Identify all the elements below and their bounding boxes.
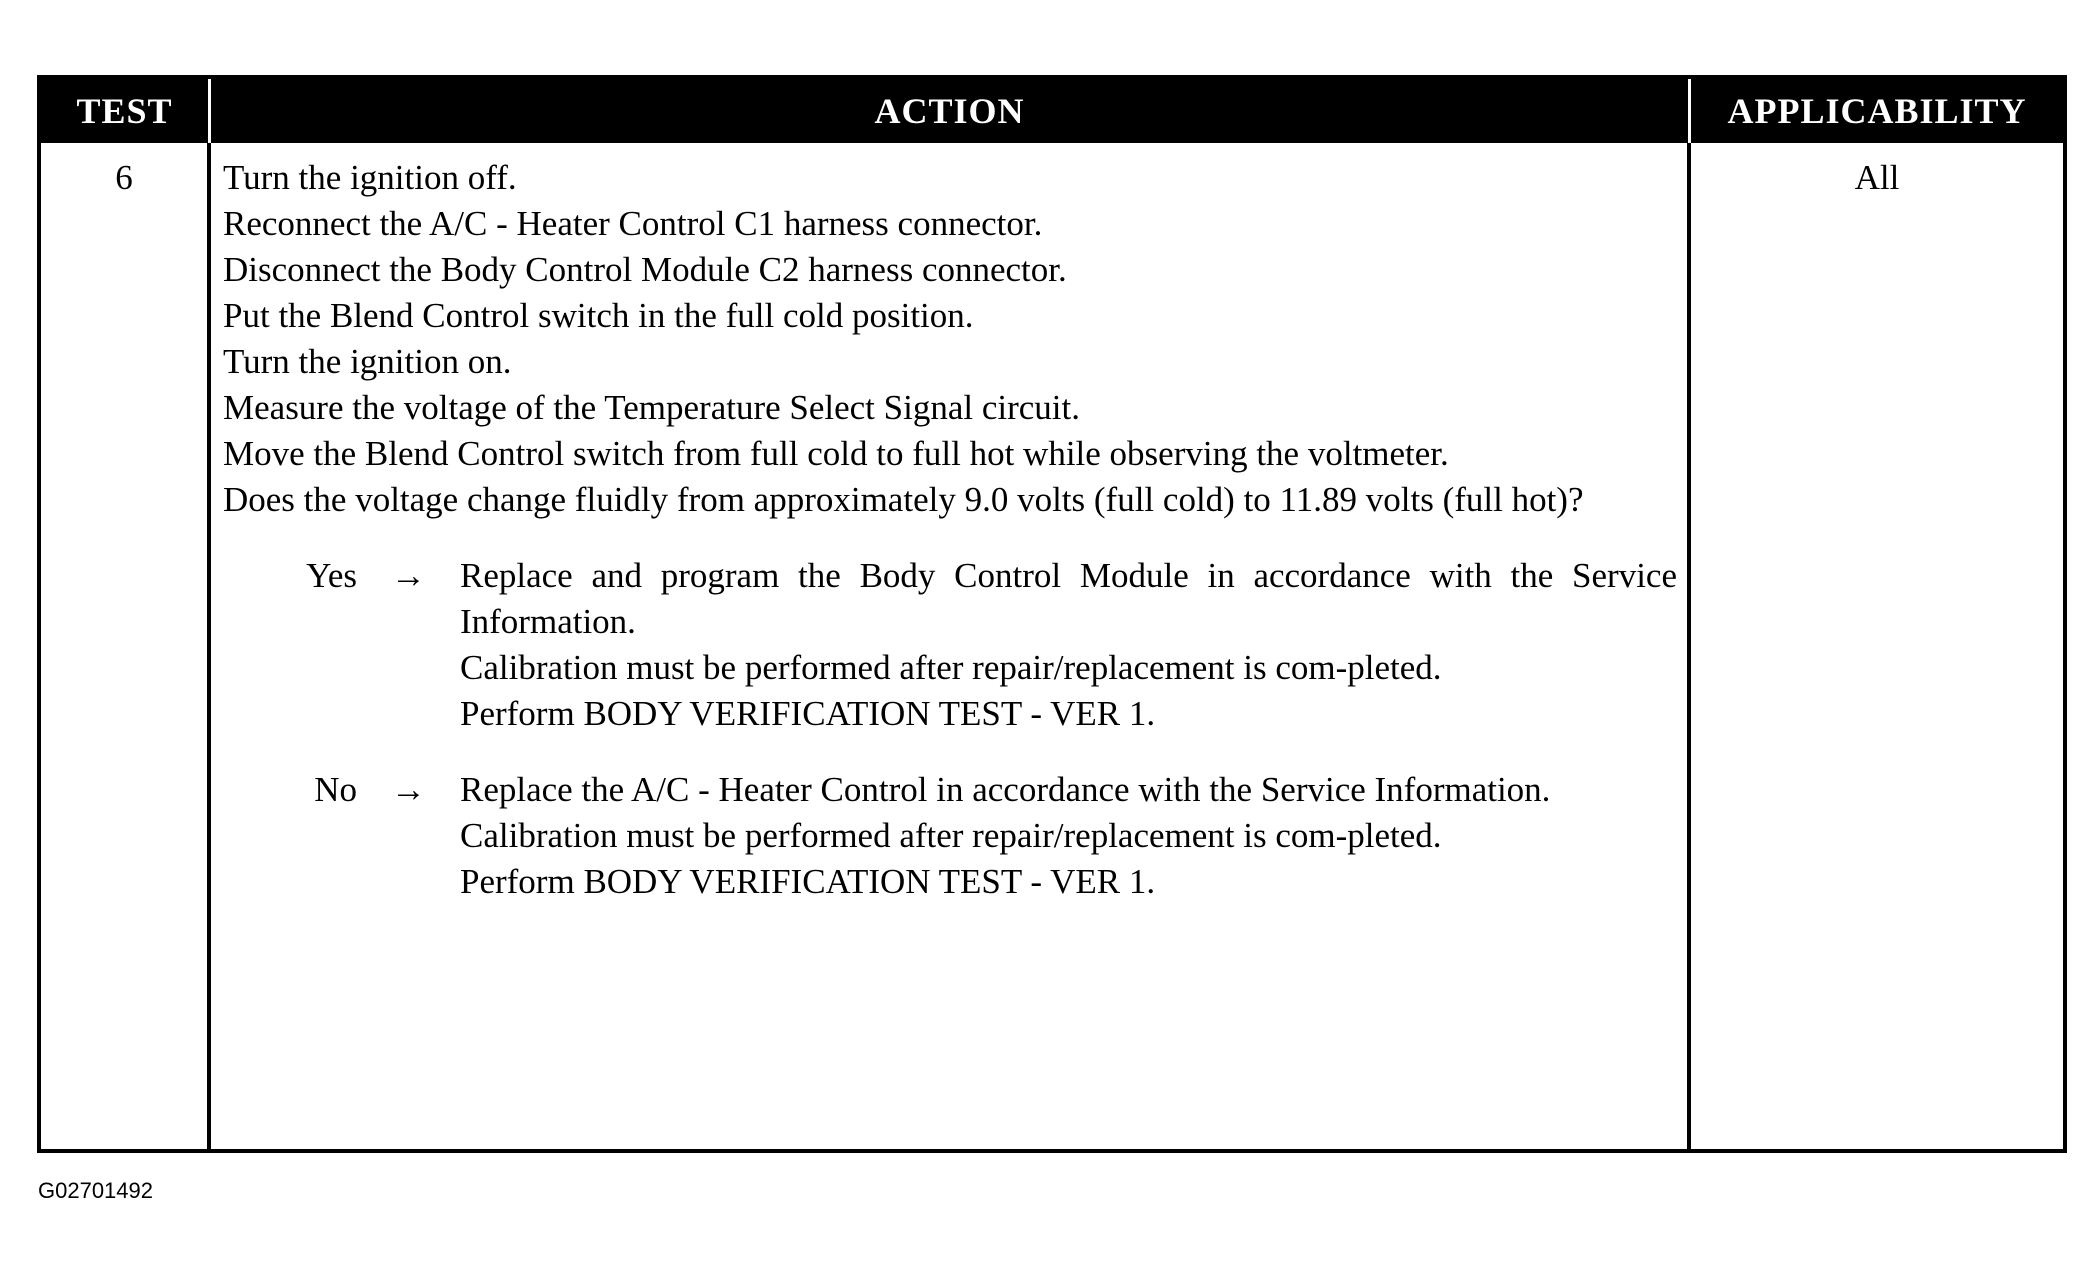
action-cell bbox=[211, 143, 1691, 1149]
result-label-yes: Yes bbox=[306, 556, 357, 595]
action-step: Move the Blend Control switch from full cold to full hot while observing the voltmeter. bbox=[223, 434, 1449, 473]
result-line: Calibration must be performed after repair/replacement is com-pleted. bbox=[460, 816, 1442, 855]
test-number: 6 bbox=[41, 143, 211, 1149]
action-step: Measure the voltage of the Temperature Select Signal circuit. bbox=[223, 388, 1081, 427]
diagnostic-test-table bbox=[37, 75, 2067, 1153]
result-yes-instructions bbox=[460, 553, 1677, 737]
result-line: Calibration must be performed after repair/replacement is com-pleted. bbox=[460, 648, 1442, 687]
result-line: Perform BODY VERIFICATION TEST - VER 1. bbox=[460, 694, 1156, 733]
result-line: Perform BODY VERIFICATION TEST - VER 1. bbox=[460, 862, 1156, 901]
action-step: Turn the ignition on. bbox=[223, 342, 512, 381]
test-question: Does the voltage change fluidly from approximately 9.0 volts (full cold) to 11.89 volts (full hot)? bbox=[223, 480, 1584, 519]
action-step: Reconnect the A/C - Heater Control C1 harness connector. bbox=[223, 204, 1043, 243]
applicability-value: All bbox=[1854, 158, 1900, 197]
header-action: ACTION bbox=[211, 79, 1691, 143]
result-label-no: No bbox=[314, 770, 357, 809]
result-line: Replace the A/C - Heater Control in accordance with the Service Information. bbox=[460, 770, 1551, 809]
action-step: Disconnect the Body Control Module C2 harness connector. bbox=[223, 250, 1067, 289]
header-test: TEST bbox=[41, 79, 211, 143]
result-no bbox=[223, 767, 1677, 905]
right-arrow-icon: → bbox=[391, 556, 426, 595]
result-line: Replace and program the Body Control Module in accordance with the Service Information. bbox=[460, 556, 1677, 641]
action-step: Put the Blend Control switch in the full cold position. bbox=[223, 296, 974, 335]
right-arrow-icon: → bbox=[391, 770, 426, 809]
figure-id: G02701492 bbox=[38, 1178, 153, 1203]
action-step: Turn the ignition off. bbox=[223, 158, 517, 197]
result-no-instructions bbox=[460, 767, 1677, 905]
result-yes bbox=[223, 553, 1677, 737]
header-applicability: APPLICABILITY bbox=[1691, 79, 2063, 143]
